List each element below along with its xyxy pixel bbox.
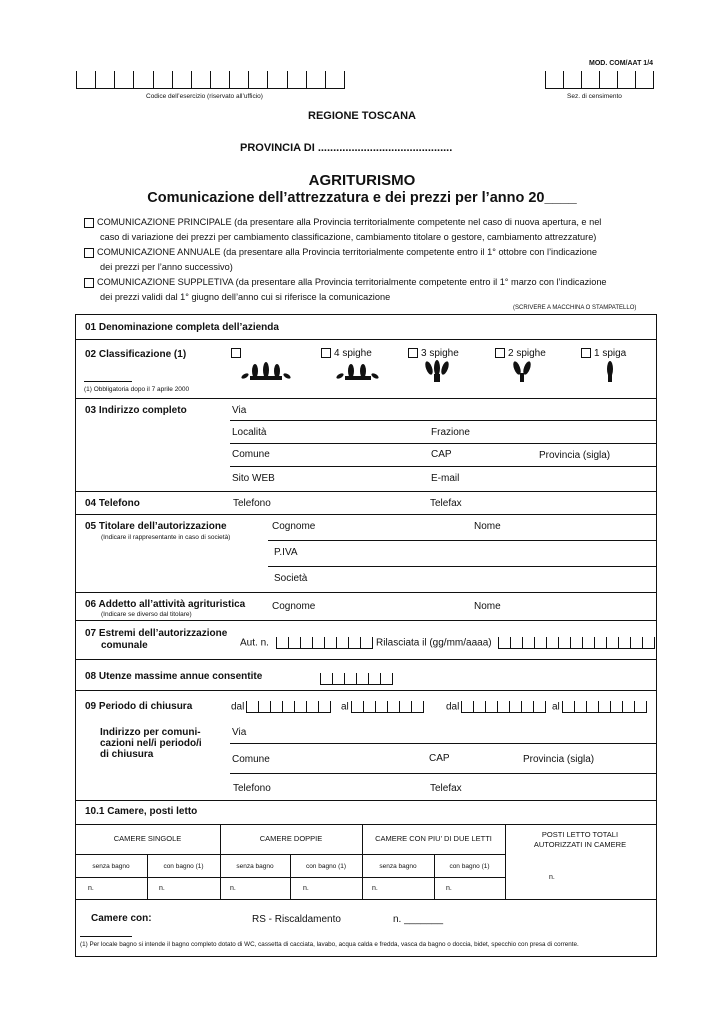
frazione-field[interactable]: Frazione <box>431 427 470 438</box>
chiusura-dal-1[interactable]: dal <box>231 701 331 713</box>
s05-note: (Indicare il rappresentante in caso di società) <box>101 534 231 541</box>
s09-indirizzo-label-3: di chiusura <box>100 749 154 760</box>
telefax-field[interactable]: Telefax <box>430 498 462 509</box>
option-suppletiva[interactable]: COMUNICAZIONE SUPPLETIVA (da presentare alla Provincia territorialmente competente entro il 1° marzo con l’indicazione <box>84 275 658 290</box>
s01-label: 01 Denominazione completa dell’azienda <box>85 322 279 333</box>
titolare-cognome-field[interactable]: Cognome <box>272 521 316 532</box>
societa-field[interactable]: Società <box>274 573 308 584</box>
chiusura-comune-field[interactable]: Comune <box>232 754 270 765</box>
n-field[interactable]: n. <box>159 885 165 892</box>
regione-heading: REGIONE TOSCANA <box>308 110 416 122</box>
posti-letto-n-field[interactable]: n. <box>549 874 555 881</box>
wheat-2-icon <box>512 360 532 384</box>
option-principale-detail: caso di variazione dei prezzi per cambiamento classificazione, cambiamento titolare o gestore, cambiamento attrezzature) <box>100 232 597 242</box>
addetto-cognome-field[interactable]: Cognome <box>272 601 316 612</box>
codice-esercizio-cells[interactable] <box>76 71 345 89</box>
col-posti-letto-2: AUTORIZZATI IN CAMERE <box>533 840 627 849</box>
comune-field[interactable]: Comune <box>232 449 270 460</box>
addetto-nome-field[interactable]: Nome <box>474 601 501 612</box>
sub-con-bagno: con bagno (1) <box>305 863 347 870</box>
chiusura-cap-field[interactable]: CAP <box>429 753 450 764</box>
utenze-field[interactable] <box>320 670 393 688</box>
sub-con-bagno: con bagno (1) <box>163 863 204 870</box>
chiusura-al-1[interactable]: al <box>341 701 424 713</box>
s06-note: (Indicare se diverso dal titolare) <box>101 611 192 618</box>
checkbox-icon[interactable] <box>84 278 94 288</box>
col-camere-singole: CAMERE SINGOLE <box>113 834 182 843</box>
chiusura-provincia-field[interactable]: Provincia (sigla) <box>523 754 595 765</box>
wheat-1-icon <box>605 360 615 384</box>
option-suppletiva-detail: dei prezzi validi dal 1° giugno dell’anno cui si riferisce la comunicazione <box>100 292 391 302</box>
wheat-3-icon <box>424 360 450 384</box>
chiusura-dal-2[interactable]: dal <box>446 701 546 713</box>
rs-riscaldamento-label: RS - Riscaldamento <box>252 914 341 925</box>
wheat-5-icon <box>240 362 292 384</box>
write-note: (SCRIVERE A MACCHINA O STAMPATELLO) <box>513 305 637 311</box>
option-principale[interactable]: COMUNICAZIONE PRINCIPALE (da presentare alla Provincia territorialmente competente nel caso di nuova apertura, e nel <box>84 215 658 230</box>
checkbox-icon[interactable] <box>408 348 418 358</box>
form-code: MOD. COM/AAT 1/4 <box>589 60 654 67</box>
checkbox-icon[interactable] <box>84 218 94 228</box>
option-annuale-detail: dei prezzi per l’anno successivo) <box>100 262 233 272</box>
n-field[interactable]: n. <box>303 885 309 892</box>
s09-indirizzo-label-2: cazioni nel/i periodo/i <box>100 738 202 749</box>
s07-label: 07 Estremi dell’autorizzazione <box>85 628 228 639</box>
provincia-heading: PROVINCIA DI ............................................ <box>240 142 453 154</box>
rs-n-field[interactable]: n. _______ <box>393 914 444 925</box>
sezione-censimento-label: Sez. di censimento <box>567 93 622 100</box>
communication-type-options <box>84 215 658 305</box>
sub-con-bagno: con bagno (1) <box>449 863 490 870</box>
classification-option-2[interactable]: 2 spighe <box>495 348 546 359</box>
bagno-footnote: (1) Per locale bagno si intende il bagno completo dotato di WC, cassetta di cacciata, lavabo, acqua calda e fredda, vasca da bagno o doccia, bidet, specchio con presa di corrente. <box>80 941 579 948</box>
aut-number-field[interactable]: Aut. n. <box>240 637 373 649</box>
codice-esercizio-label: Codice dell’esercizio (riservato all’ufficio) <box>146 93 263 100</box>
page-subtitle: Comunicazione dell’attrezzatura e dei prezzi per l’anno 20____ <box>147 190 577 206</box>
provincia-field[interactable]: Provincia (sigla) <box>539 450 611 461</box>
s09-label: 09 Periodo di chiusura <box>85 701 193 712</box>
localita-field[interactable]: Località <box>232 427 267 438</box>
n-field[interactable]: n. <box>88 885 94 892</box>
chiusura-telefax-field[interactable]: Telefax <box>430 783 462 794</box>
sub-senza-bagno: senza bagno <box>379 863 417 870</box>
s06-label: 06 Addetto all’attività agrituristica <box>85 599 246 610</box>
checkbox-icon[interactable] <box>84 248 94 258</box>
n-field[interactable]: n. <box>446 885 452 892</box>
classification-option-4[interactable]: 4 spighe <box>321 348 372 359</box>
sub-senza-bagno: senza bagno <box>236 863 274 870</box>
s02-label: 02 Classificazione (1) <box>85 349 187 360</box>
s03-label: 03 Indirizzo completo <box>85 405 187 416</box>
col-camere-multiple: CAMERE CON PIU’ DI DUE LETTI <box>375 834 492 843</box>
email-field[interactable]: E-mail <box>431 473 460 484</box>
chiusura-telefono-field[interactable]: Telefono <box>233 783 271 794</box>
n-field[interactable]: n. <box>230 885 236 892</box>
telefono-field[interactable]: Telefono <box>233 498 271 509</box>
chiusura-via-field[interactable]: Via <box>232 727 247 738</box>
camere-con-label: Camere con: <box>91 913 152 924</box>
checkbox-icon[interactable] <box>321 348 331 358</box>
wheat-4-icon <box>335 362 381 384</box>
s07-label-2: comunale <box>101 640 148 651</box>
s05-label: 05 Titolare dell’autorizzazione <box>85 521 227 532</box>
page-title: AGRITURISMO <box>308 172 416 189</box>
option-annuale[interactable]: COMUNICAZIONE ANNUALE (da presentare alla Provincia territorialmente competente entro il 1° ottobre con l’indicazione <box>84 245 658 260</box>
s04-label: 04 Telefono <box>85 498 140 509</box>
checkbox-icon[interactable] <box>231 348 241 358</box>
piva-field[interactable]: P.IVA <box>274 547 298 558</box>
col-posti-letto: POSTI LETTO TOTALI <box>541 830 619 839</box>
classification-option-5[interactable] <box>231 348 244 359</box>
sito-web-field[interactable]: Sito WEB <box>232 473 275 484</box>
checkbox-icon[interactable] <box>581 348 591 358</box>
s08-label: 08 Utenze massime annue consentite <box>85 671 263 682</box>
titolare-nome-field[interactable]: Nome <box>474 521 501 532</box>
s09-indirizzo-label: Indirizzo per comuni- <box>100 727 201 738</box>
classification-option-1[interactable]: 1 spiga <box>581 348 626 359</box>
s10-label: 10.1 Camere, posti letto <box>85 806 198 817</box>
n-field[interactable]: n. <box>372 885 378 892</box>
sub-senza-bagno: senza bagno <box>92 863 130 870</box>
via-field[interactable]: Via <box>232 405 247 416</box>
checkbox-icon[interactable] <box>495 348 505 358</box>
classification-option-3[interactable]: 3 spighe <box>408 348 459 359</box>
chiusura-al-2[interactable]: al <box>552 701 647 713</box>
s02-note: (1) Obbligatoria dopo il 7 aprile 2000 <box>84 386 190 393</box>
sezione-censimento-cells[interactable] <box>545 71 654 89</box>
rilasciata-date-field[interactable]: Rilasciata il (gg/mm/aaaa) <box>376 637 655 649</box>
cap-field[interactable]: CAP <box>431 449 452 460</box>
col-camere-doppie: CAMERE DOPPIE <box>259 834 323 843</box>
